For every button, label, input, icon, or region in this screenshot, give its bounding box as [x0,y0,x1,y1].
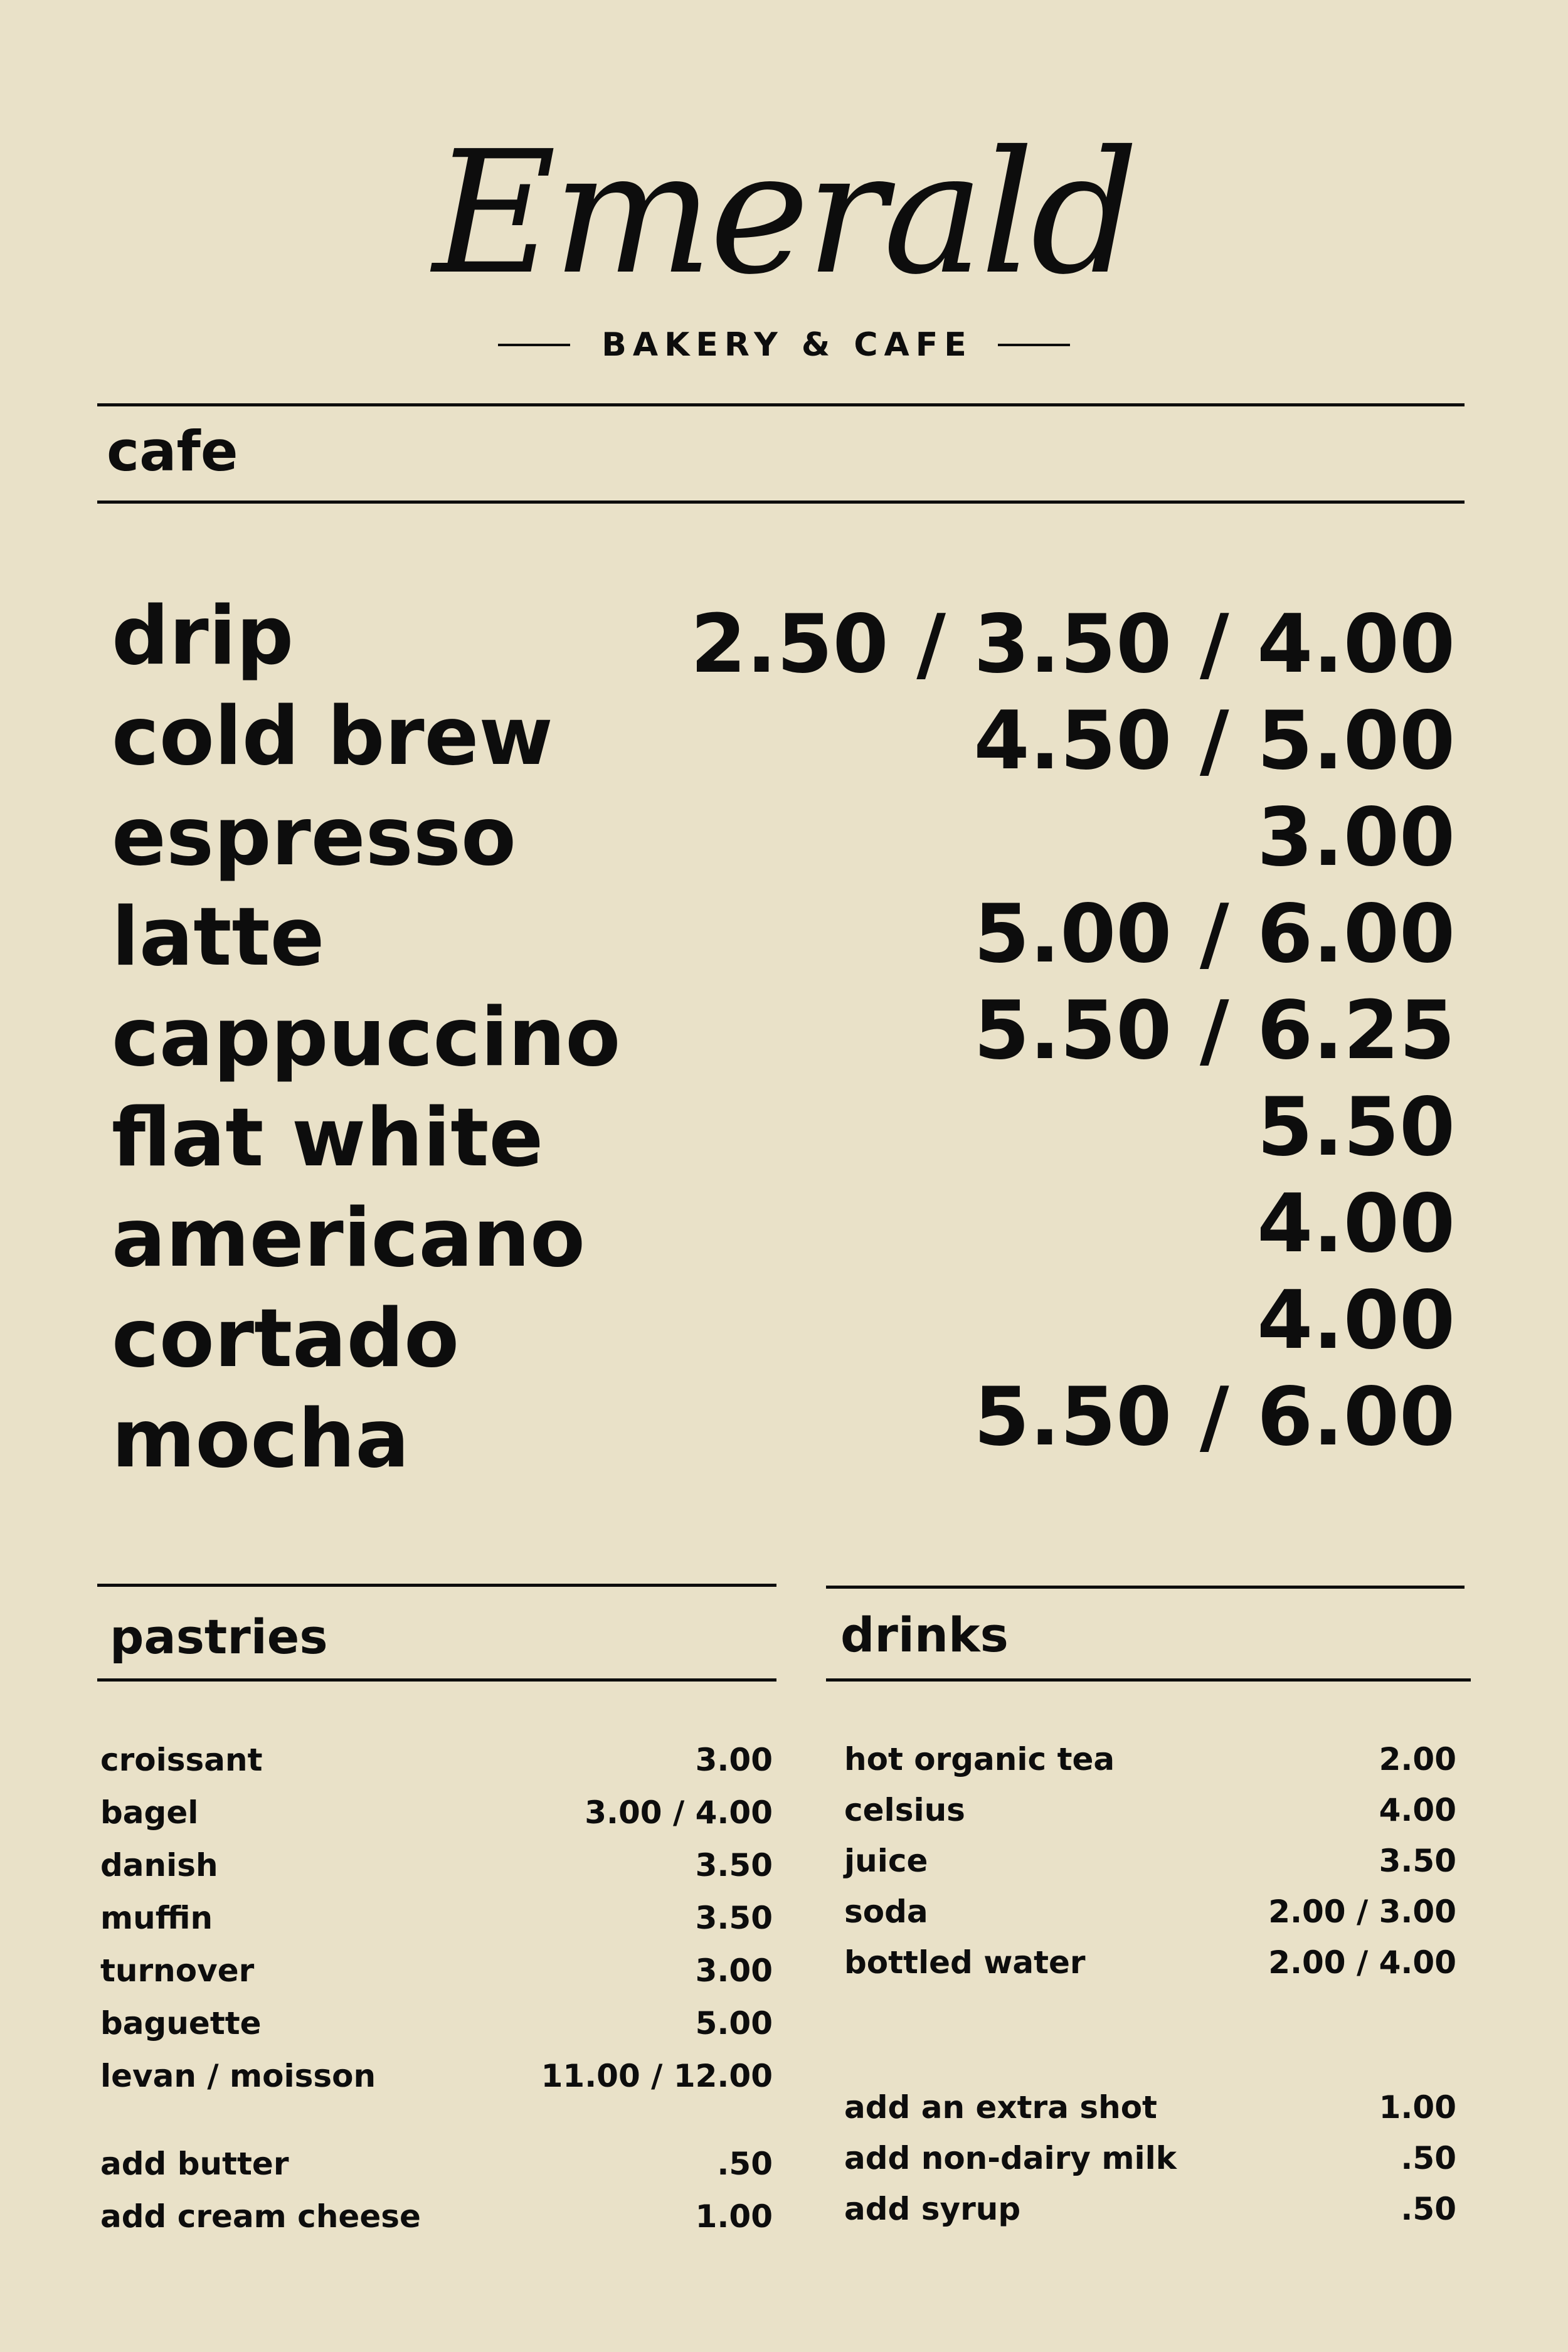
item-name: muffin [100,1900,213,1936]
cafe-price: 4.00 [1257,1274,1455,1367]
list-item [844,2082,1456,2132]
addon-name: add cream cheese [100,2198,421,2235]
cafe-prices-list [690,596,1455,1466]
item-name: turnover [100,1952,255,1989]
list-item [100,1944,773,1997]
item-name: croissant [100,1742,263,1778]
item-price: 3.00 [695,1952,773,1989]
item-name: juice [844,1842,928,1879]
item-name: bagel [100,1794,199,1831]
addon-price: .50 [717,2146,773,2182]
list-item [100,1997,773,2050]
item-price: 2.00 / 3.00 [1268,1893,1456,1930]
list-item [100,1734,773,1786]
item-price: 3.50 [695,1847,773,1883]
addon-name: add an extra shot [844,2089,1157,2126]
list-item [100,2137,773,2190]
item-name: danish [100,1847,218,1883]
tagline-dash-right [998,344,1070,346]
item-name: levan / moisson [100,2058,376,2094]
drinks-section-title: drinks [840,1607,1009,1663]
cafe-item: mocha [112,1392,410,1486]
addon-price: 1.00 [1379,2089,1456,2126]
pastries-addons-list [100,2137,773,2243]
item-name: celsius [844,1791,965,1828]
cafe-item: cortado [112,1292,460,1385]
cafe-item: latte [112,891,325,984]
cafe-price: 4.00 [1257,1177,1455,1271]
item-price: 3.50 [695,1900,773,1936]
tagline-dash-left [498,344,570,346]
drinks-list [844,1734,1456,1988]
item-price: 3.50 [1379,1842,1456,1879]
addon-price: 1.00 [695,2198,773,2235]
cafe-price: 5.50 / 6.00 [973,1370,1455,1464]
list-item [844,1886,1456,1937]
list-item [100,1786,773,1839]
addon-name: add syrup [844,2190,1021,2227]
cafe-item: drip [112,590,294,683]
cafe-bottom-rule [97,501,1465,504]
list-item [100,2190,773,2243]
cafe-price: 2.50 / 3.50 / 4.00 [690,598,1455,691]
addon-price: .50 [1401,2190,1456,2227]
list-item [100,1839,773,1892]
addon-name: add non-dairy milk [844,2139,1177,2176]
pastries-top-rule [97,1584,776,1587]
list-item [844,1937,1456,1988]
drinks-addons-list [844,2082,1456,2234]
cafe-price: 3.00 [1257,791,1455,884]
list-item [100,1892,773,1944]
pastries-list [100,1734,773,2102]
list-item [844,1835,1456,1886]
cafe-item: americano [112,1192,585,1285]
cafe-item: cappuccino [112,991,621,1084]
list-item [844,2183,1456,2234]
item-price: 5.00 [695,2005,773,2042]
list-item [844,2132,1456,2183]
pastries-bottom-rule [97,1678,776,1682]
list-item [100,2050,773,2102]
cafe-price: 5.50 / 6.25 [973,984,1455,1078]
drinks-top-rule [826,1586,1465,1589]
list-item [844,1734,1456,1784]
cafe-price: 5.00 / 6.00 [973,887,1455,981]
brand-tagline-row [0,323,1568,367]
cafe-item: cold brew [112,690,553,783]
item-price: 4.00 [1379,1791,1456,1828]
item-price: 3.00 [695,1742,773,1778]
item-name: baguette [100,2005,262,2042]
cafe-item: espresso [112,790,516,884]
addon-name: add butter [100,2146,289,2182]
item-name: soda [844,1893,928,1930]
item-name: bottled water [844,1944,1086,1981]
brand-logo: Emerald [432,114,1136,312]
drinks-bottom-rule [826,1678,1471,1682]
cafe-price: 5.50 [1257,1081,1455,1174]
addon-price: .50 [1401,2139,1456,2176]
item-name: hot organic tea [844,1740,1115,1777]
cafe-section-title: cafe [107,419,238,484]
brand-tagline: BAKERY & CAFE [601,326,973,364]
item-price: 3.00 / 4.00 [585,1794,773,1831]
item-price: 2.00 [1379,1740,1456,1777]
item-price: 11.00 / 12.00 [541,2058,773,2094]
cafe-top-rule [97,403,1465,406]
pastries-section-title: pastries [110,1609,328,1665]
cafe-item: flat white [112,1091,544,1185]
list-item [844,1784,1456,1835]
cafe-price: 4.50 / 5.00 [973,694,1455,788]
item-price: 2.00 / 4.00 [1268,1944,1456,1981]
